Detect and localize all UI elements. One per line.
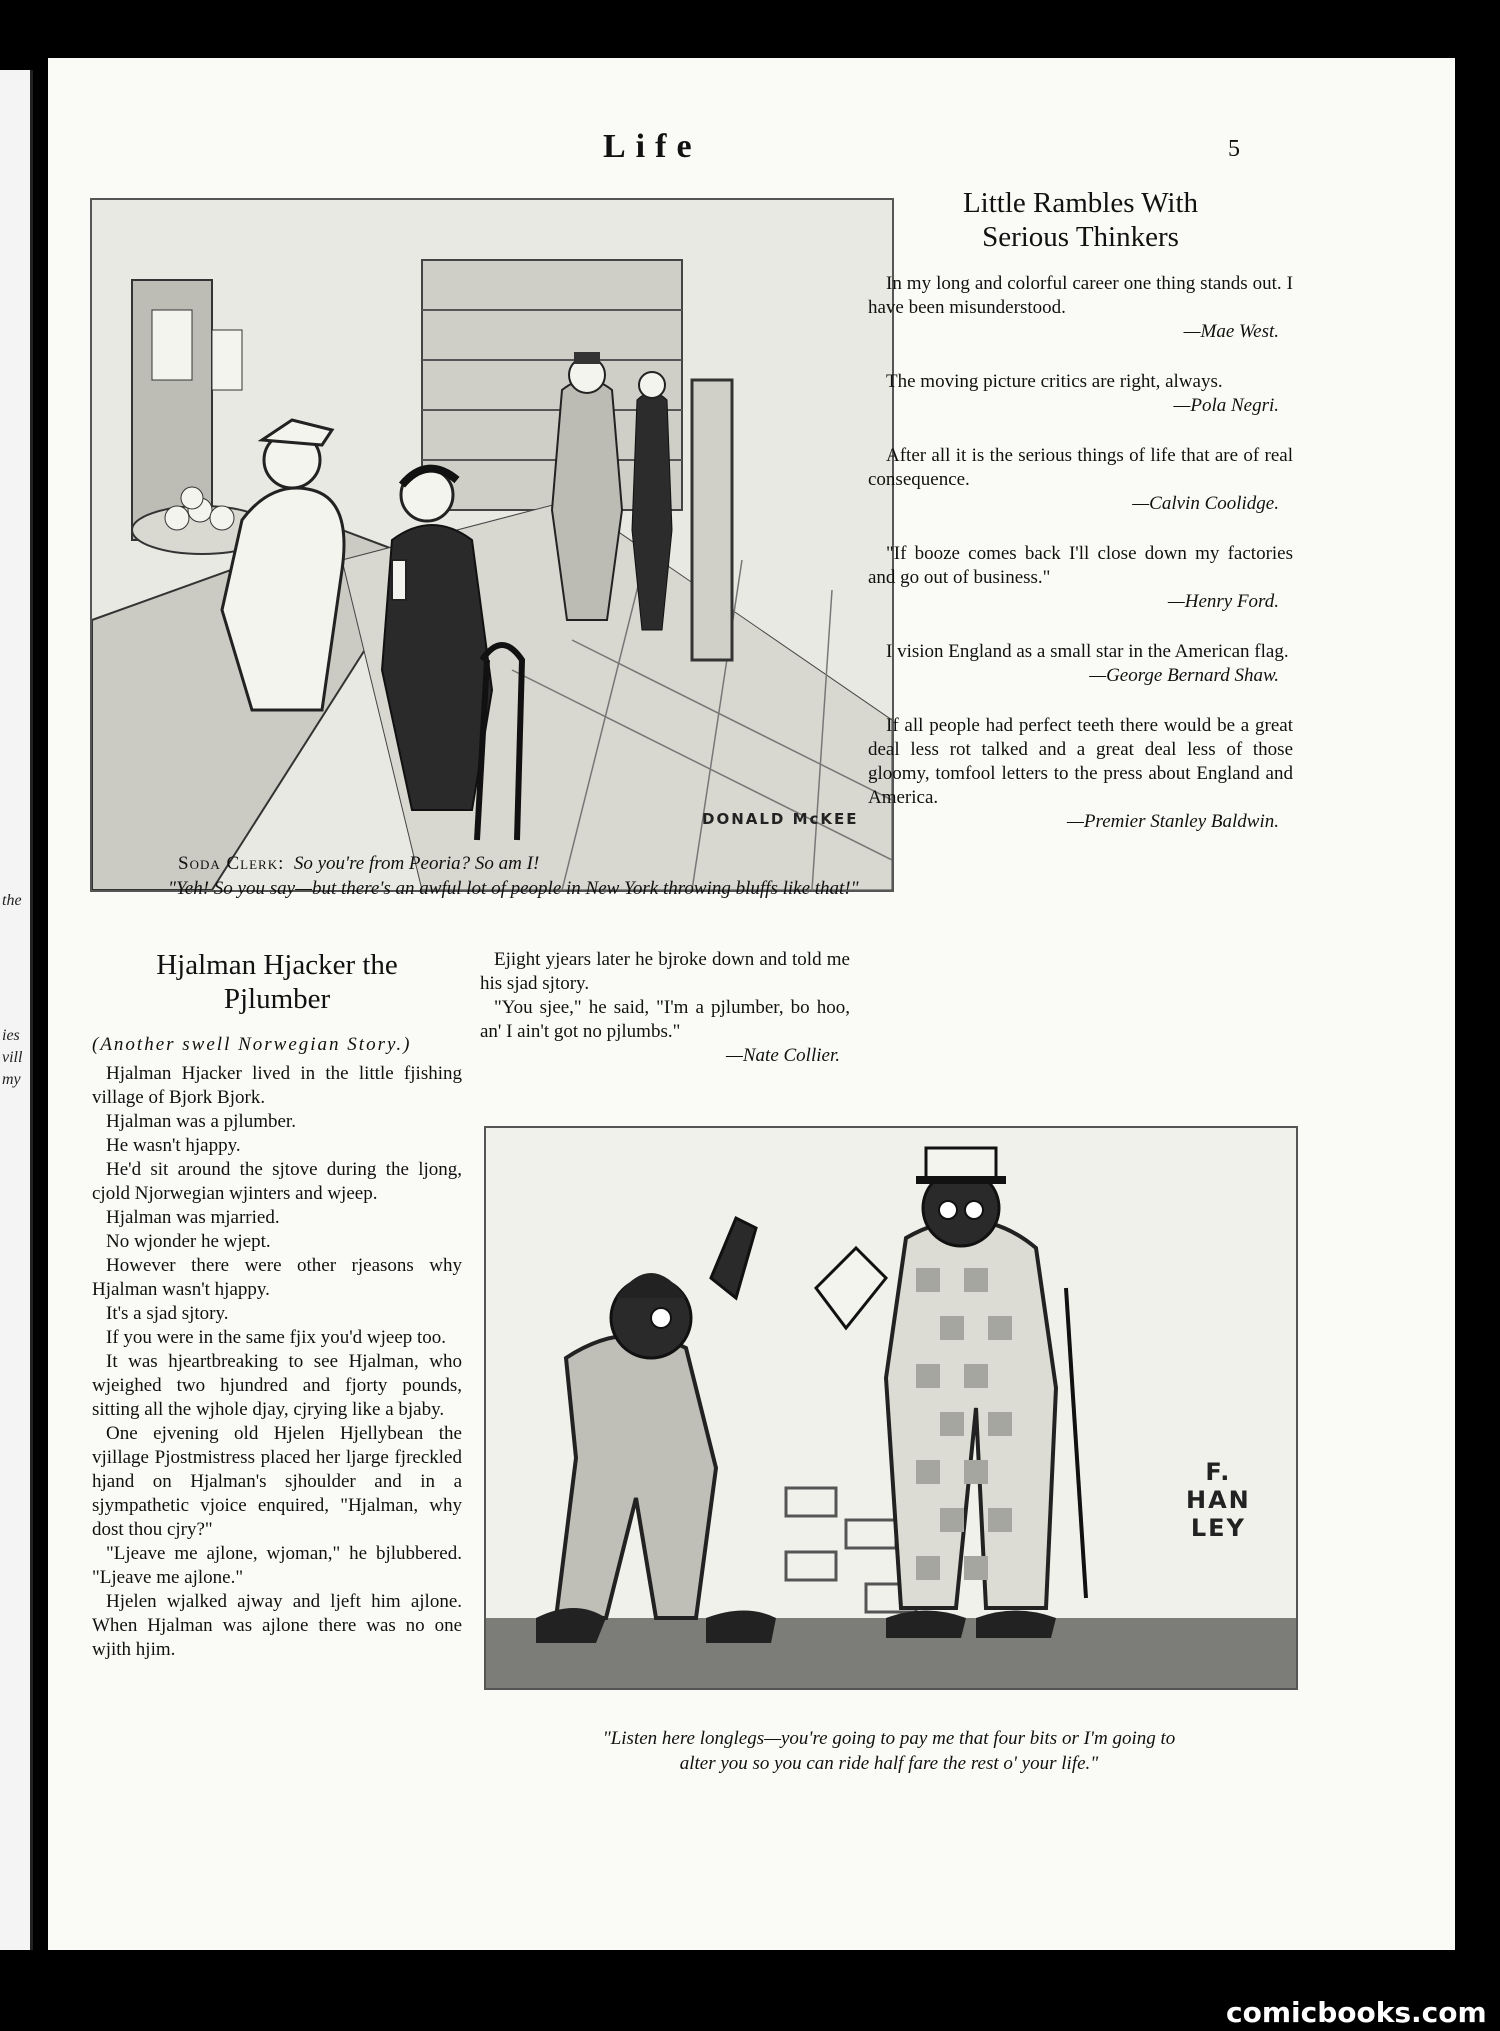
- rambles-column: [868, 186, 1293, 860]
- quote-author: —George Bernard Shaw.: [1089, 665, 1279, 686]
- story-paragraph: Ejight yjears later he bjroke down and told me his sjad sjtory.: [480, 949, 850, 994]
- hjalman-story-continued: [480, 948, 850, 1068]
- story-paragraph: Hjelen wjalked ajway and ljeft him ajlone. When Hjalman was ajlone there was no one wjith hjim.: [92, 1591, 462, 1660]
- story-paragraph: Hjalman Hjacker lived in the little fjishing village of Bjork Bjork.: [92, 1063, 462, 1108]
- site-watermark: comicbooks.com: [1226, 1996, 1487, 2029]
- rambles-title-line: Serious Thinkers: [982, 221, 1179, 253]
- page-number: 5: [1228, 136, 1240, 162]
- story-paragraph: However there were other rjeasons why Hjalman wasn't hjappy.: [92, 1255, 462, 1300]
- hjalman-title: [92, 948, 462, 1016]
- story-paragraph: "Ljeave me ajlone, wjoman," he bjlubbered. "Ljeave me ajlone.": [92, 1543, 462, 1588]
- quote-text: After all it is the serious things of life that are of real consequence.: [868, 445, 1293, 490]
- prev-page-fragment: ies: [2, 1027, 20, 1044]
- caption-line: alter you so you can ride half fare the rest o' your life.": [679, 1753, 1099, 1774]
- quote-item: [868, 444, 1293, 516]
- cartoon-artist-signature: DONALD McKEE: [702, 810, 859, 828]
- quote-text: In my long and colorful career one thing stands out. I have been misunderstood.: [868, 273, 1293, 318]
- story-paragraph: Hjalman was mjarried.: [106, 1207, 280, 1228]
- rambles-title-line: Little Rambles With: [962, 187, 1199, 219]
- caption-line: "Listen here longlegs—you're going to pay me that four bits or I'm going to: [602, 1728, 1176, 1749]
- hjalman-title-line: Hjalman Hjacker the: [156, 949, 398, 981]
- quote-item: [868, 370, 1293, 418]
- longlegs-cartoon: [484, 1126, 1298, 1690]
- quote-author: —Calvin Coolidge.: [1132, 493, 1279, 514]
- caption-speaker: Soda Clerk:: [178, 853, 285, 874]
- prev-page-fragment: my: [2, 1071, 21, 1088]
- story-paragraph: He wasn't hjappy.: [106, 1135, 241, 1156]
- quote-author: —Pola Negri.: [1173, 395, 1279, 416]
- caption-line: "Yeh! So you say—but there's an awful lot of people in New York throwing bluffs like that!": [168, 878, 859, 899]
- story-paragraph: It's a sjad sjtory.: [106, 1303, 229, 1324]
- story-author: —Nate Collier.: [725, 1045, 840, 1066]
- prev-page-fragment: vill: [2, 1049, 23, 1066]
- previous-page-edge: [0, 70, 33, 1950]
- quote-author: —Premier Stanley Baldwin.: [1067, 811, 1279, 832]
- quote-item: [868, 542, 1293, 614]
- quote-item: [868, 272, 1293, 344]
- hjalman-subtitle: (Another swell Norwegian Story.): [92, 1034, 412, 1055]
- magazine-page: [48, 58, 1455, 1950]
- quote-text: "If booze comes back I'll close down my factories and go out of business.": [868, 543, 1293, 588]
- soda-fountain-illustration: [92, 200, 892, 890]
- quote-item: [868, 640, 1293, 688]
- quote-text: The moving picture critics are right, always.: [886, 371, 1223, 392]
- hjalman-body: [92, 1062, 462, 1662]
- signature-line: F.: [1205, 1458, 1232, 1486]
- story-paragraph: If you were in the same fjix you'd wjeep too.: [106, 1327, 447, 1348]
- signature-line: LEY: [1190, 1514, 1246, 1542]
- caption-line: So you're from Peoria? So am I!: [293, 853, 540, 874]
- longlegs-illustration: [486, 1128, 1296, 1688]
- story-paragraph: It was hjeartbreaking to see Hjalman, who wjeighed two hjundred and fjorty pounds, sitting all the wjhole djay, cjrying like a bjaby.: [92, 1351, 462, 1420]
- rambles-title: [868, 186, 1293, 254]
- cartoon-artist-signature: [1186, 1458, 1251, 1542]
- hjalman-story: [92, 948, 462, 1662]
- story-paragraph: Hjalman was a pjlumber.: [106, 1111, 296, 1132]
- quote-item: [868, 714, 1293, 834]
- soda-fountain-cartoon: [90, 198, 894, 892]
- story-paragraph: One ejvening old Hjelen Hjellybean the vjillage Pjostmistress placed her ljarge fjreckled hjand on Hjalman's sjhoulder and in a sjympathetic vjoice enquired, "Hjalman, why dost thou cjry?": [92, 1423, 462, 1540]
- magazine-masthead: Life: [603, 128, 702, 165]
- hjalman-title-line: Pjlumber: [223, 983, 331, 1015]
- prev-page-fragment: the: [2, 892, 22, 909]
- signature-line: HAN: [1186, 1486, 1251, 1514]
- quote-author: —Henry Ford.: [1167, 591, 1279, 612]
- quote-author: —Mae West.: [1183, 321, 1279, 342]
- story-paragraph: No wjonder he wjept.: [106, 1231, 271, 1252]
- longlegs-cartoon-caption: [484, 1726, 1294, 1776]
- story-paragraph: "You sjee," he said, "I'm a pjlumber, bo hoo, an' I ain't got no pjlumbs.": [480, 997, 850, 1042]
- soda-cartoon-caption: [128, 851, 938, 901]
- quote-text: If all people had perfect teeth there would be a great deal less rot talked and a great deal less of those gloomy, tomfool letters to the press about England and America.: [868, 715, 1293, 808]
- quote-text: I vision England as a small star in the American flag.: [886, 641, 1289, 662]
- story-paragraph: He'd sit around the sjtove during the ljong, cjold Njorwegian wjinters and wjeep.: [92, 1159, 462, 1204]
